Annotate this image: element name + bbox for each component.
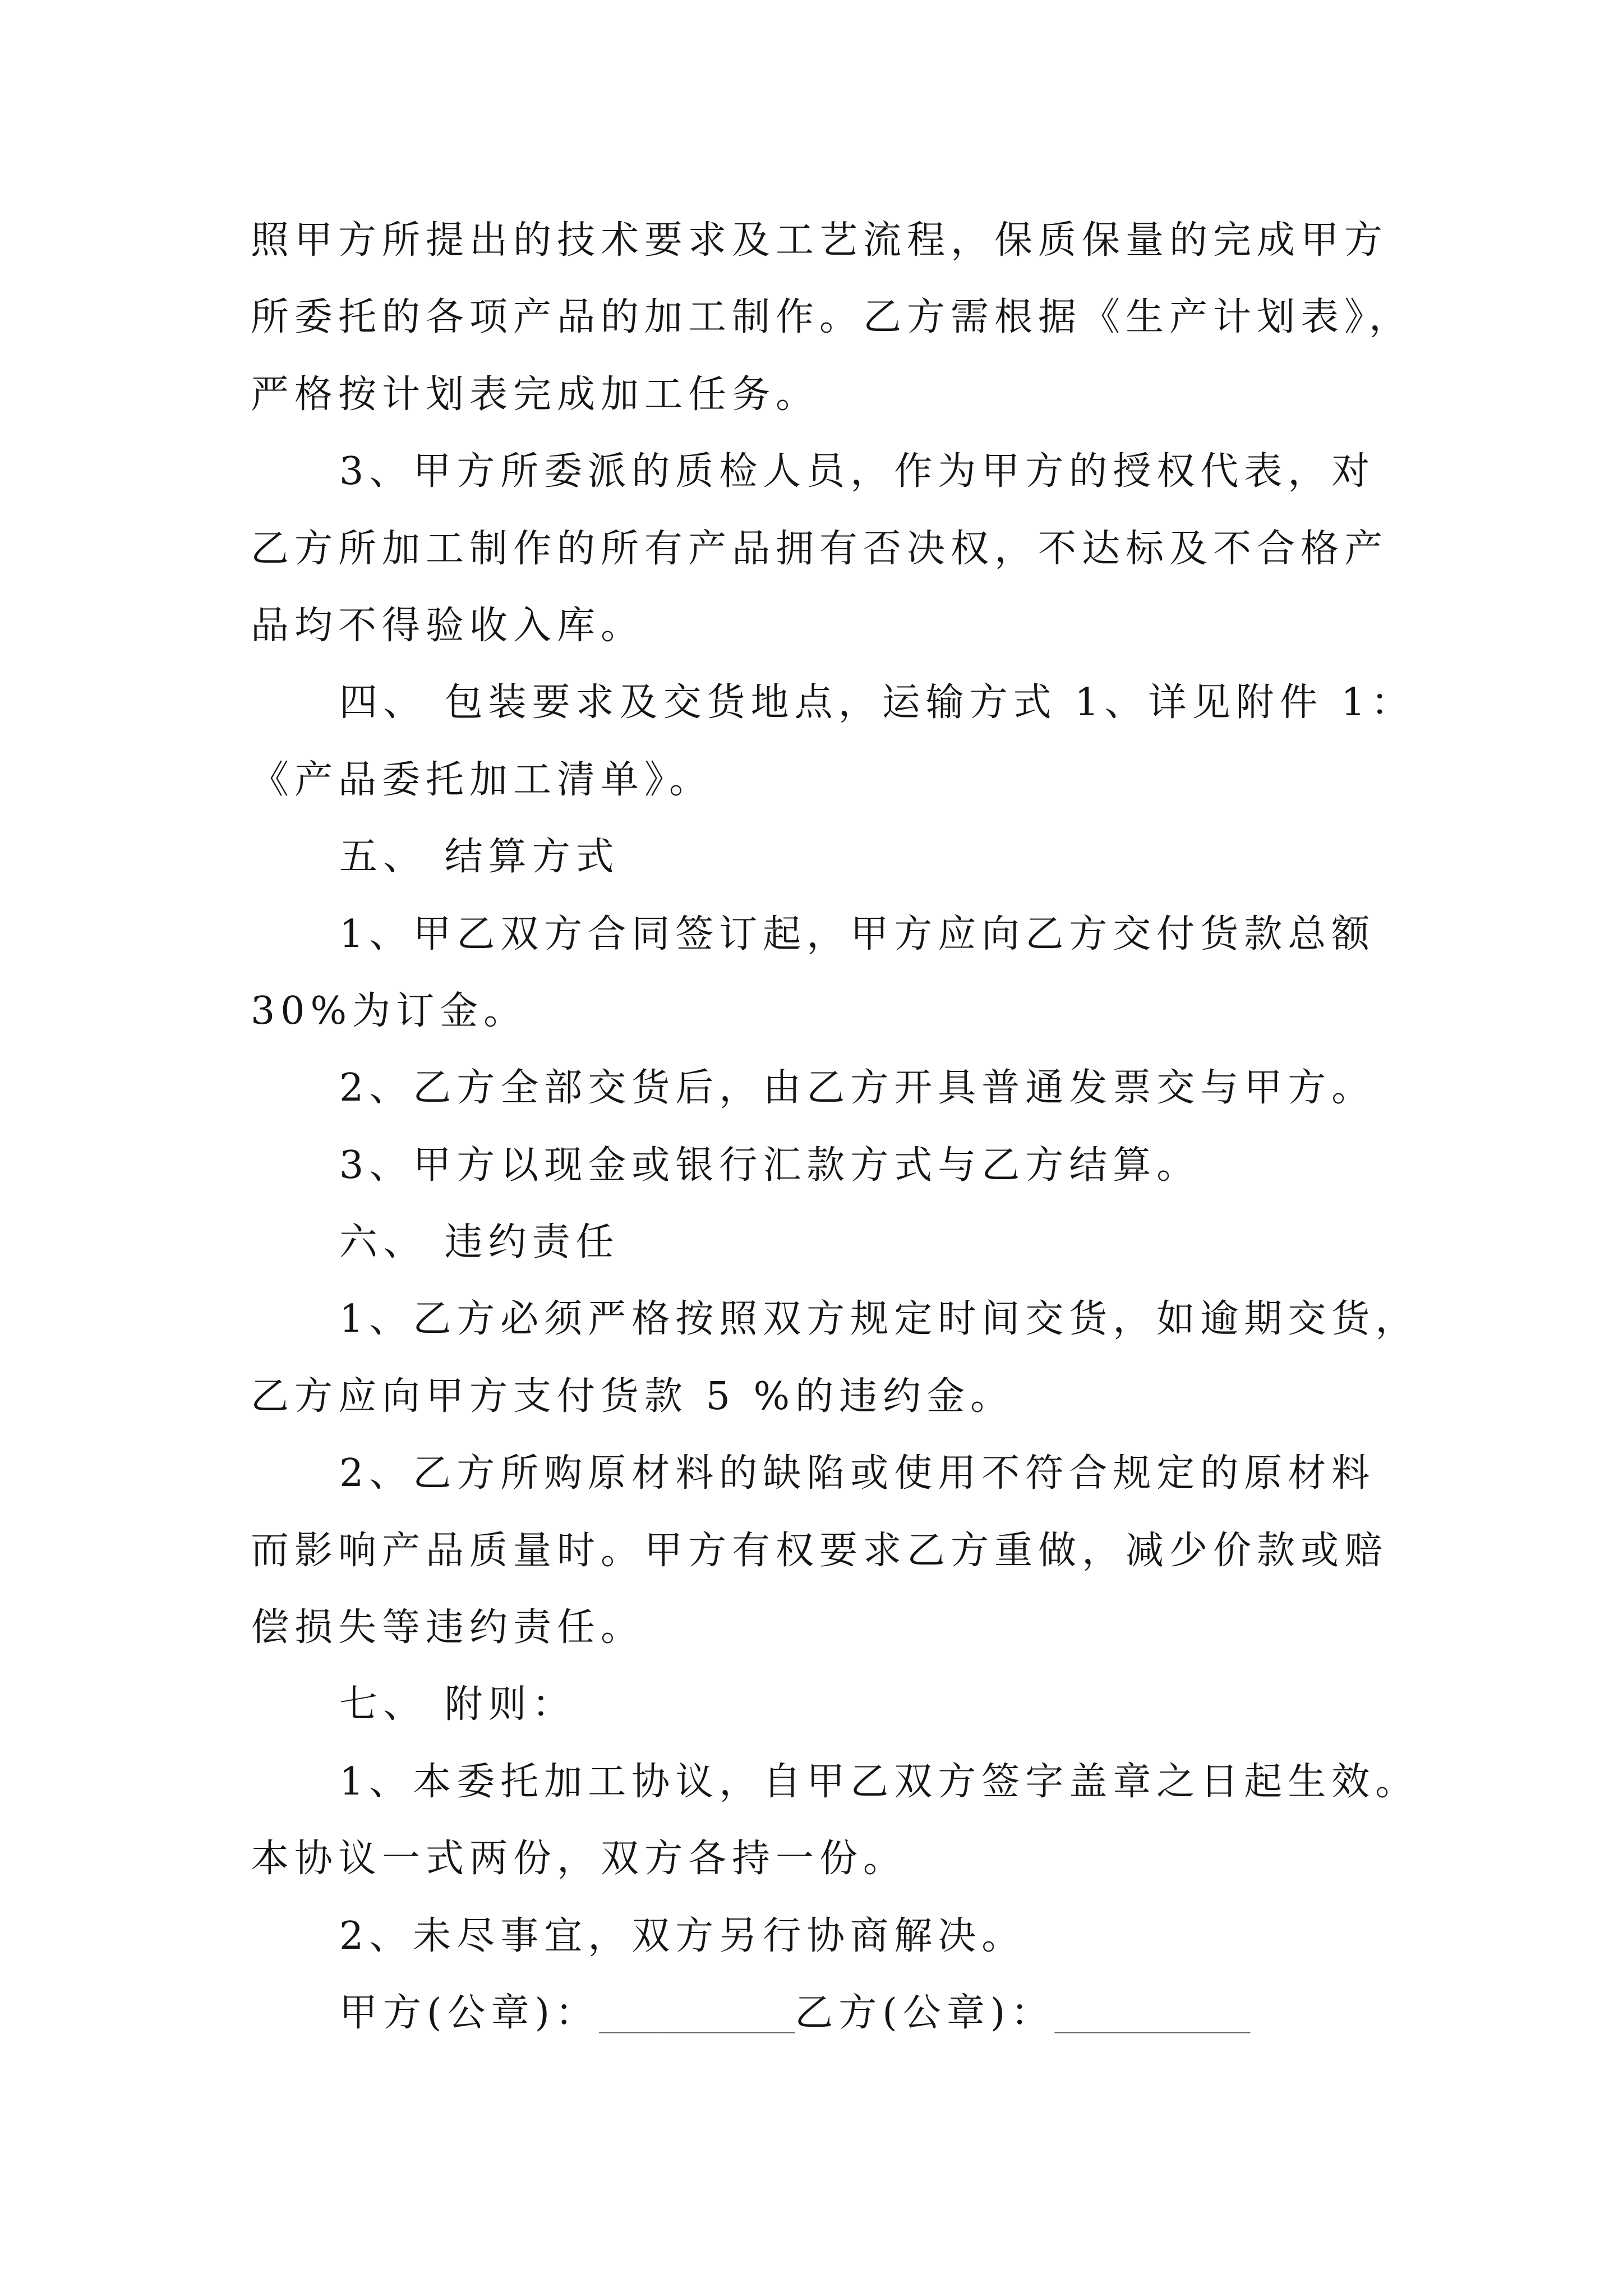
paragraph [251, 1435, 1484, 1666]
party-b-seal-label: 乙方(公章)： [795, 1990, 1055, 2035]
paragraph-line: 品均不得验收入库。 [251, 603, 645, 648]
paragraph-line: 1、乙方必须严格按照双方规定时间交货，如逾期交货， [339, 1297, 1419, 1342]
party-a-seal-label: 甲方(公章)： [339, 1990, 600, 2035]
paragraph [251, 1127, 1484, 1204]
paragraph-line: 1、本委托加工协议，自甲乙双方签字盖章之日起生效。 [339, 1759, 1419, 1804]
paragraph-line: 2、乙方所购原材料的缺陷或使用不符合规定的原材料 [339, 1451, 1376, 1496]
section-heading [251, 818, 1484, 895]
paragraph-line: 2、未尽事宜，双方另行协商解决。 [339, 1913, 1026, 1958]
party-b-seal-blank: __________ [1054, 1995, 1251, 2033]
paragraph [251, 202, 1484, 433]
paragraph [251, 1281, 1484, 1435]
section-heading-line: 五、 结算方式 [339, 835, 620, 880]
section-heading [251, 1204, 1484, 1281]
paragraph-line: 乙方所加工制作的所有产品拥有否决权，不达标及不合格产 [251, 526, 1389, 571]
paragraph-line: 乙方应向甲方支付货款 5 %的违约金。 [251, 1374, 1015, 1419]
paragraph-line: 所委托的各项产品的加工制作。乙方需根据《生产计划表》， [251, 295, 1413, 340]
paragraph-line: 《产品委托加工清单》。 [251, 757, 713, 802]
paragraph-line: 而影响产品质量时。甲方有权要求乙方重做，减少价款或赔 [251, 1528, 1389, 1573]
paragraph-line: 偿损失等违约责任。 [251, 1605, 645, 1650]
signature-block [251, 1975, 1484, 2051]
paragraph [251, 896, 1484, 1050]
paragraph-line: 本协议一式两份，双方各持一份。 [251, 1837, 907, 1881]
paragraph-line: 3、甲方所委派的质检人员，作为甲方的授权代表，对 [339, 449, 1376, 494]
paragraph [251, 433, 1484, 664]
paragraph-line: 照甲方所提出的技术要求及工艺流程，保质保量的完成甲方 [251, 218, 1389, 263]
paragraph [251, 1050, 1484, 1126]
paragraph [251, 1898, 1484, 1975]
section-heading-line: 四、 包装要求及交货地点，运输方式 1、详见附件 1： [339, 680, 1415, 725]
paragraph [251, 1743, 1484, 1898]
paragraph-line: 2、乙方全部交货后，由乙方开具普通发票交与甲方。 [339, 1066, 1376, 1111]
section-heading [251, 1666, 1484, 1743]
paragraph-line: 30%为订金。 [251, 988, 528, 1033]
paragraph-line: 3、甲方以现金或银行汇款方式与乙方结算。 [339, 1143, 1201, 1188]
section-heading-line: 六、 违约责任 [339, 1220, 620, 1265]
party-a-seal-blank: __________ [599, 1995, 795, 2033]
paragraph-line: 1、甲乙双方合同签订起，甲方应向乙方交付货款总额 [339, 912, 1376, 956]
section-heading-line: 七、 附则： [339, 1682, 576, 1727]
paragraph-line: 严格按计划表完成加工任务。 [251, 372, 820, 417]
contract-body [251, 202, 1484, 2051]
section-heading [251, 664, 1484, 818]
